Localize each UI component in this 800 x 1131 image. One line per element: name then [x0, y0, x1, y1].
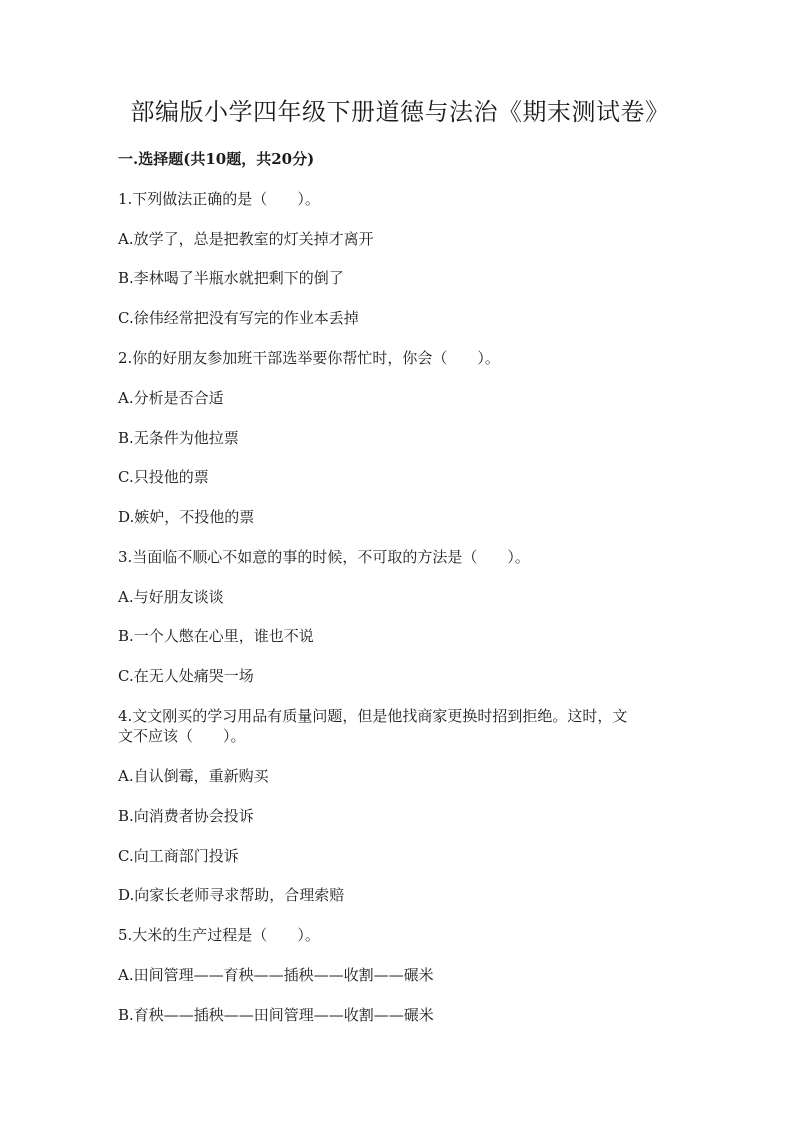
- page-title: 部编版小学四年级下册道德与法治《期末测试卷》: [130, 98, 670, 126]
- question-4-stem-line-1: 4.文文刚买的学习用品有质量问题，但是他找商家更换时招到拒绝。这时，文: [118, 707, 628, 725]
- question-4-option-c: C.向工商部门投诉: [118, 847, 239, 865]
- question-3-option-a: A.与好朋友谈谈: [118, 588, 224, 606]
- question-5-option-a: A.田间管理——育秧——插秧——收割——碾米: [118, 966, 434, 984]
- question-1-option-a: A.放学了，总是把教室的灯关掉才离开: [118, 230, 374, 248]
- question-1-option-c: C.徐伟经常把没有写完的作业本丢掉: [118, 309, 359, 327]
- question-4-stem-line-2: 文不应该（ ）。: [118, 727, 246, 745]
- question-2-option-d: D.嫉妒，不投他的票: [118, 508, 255, 526]
- question-5-option-b: B.育秧——插秧——田间管理——收割——碾米: [118, 1006, 434, 1024]
- section-heading: 一.选择题(共10题，共20分): [118, 150, 315, 168]
- question-1-stem: 1.下列做法正确的是（ ）。: [118, 190, 320, 208]
- question-4-option-a: A.自认倒霉，重新购买: [118, 767, 269, 785]
- question-4-option-b: B.向消费者协会投诉: [118, 807, 254, 825]
- question-1-option-b: B.李林喝了半瓶水就把剩下的倒了: [118, 269, 344, 287]
- question-3-stem: 3.当面临不顺心不如意的事的时候，不可取的方法是（ ）。: [118, 548, 530, 566]
- question-2-option-c: C.只投他的票: [118, 468, 209, 486]
- question-2-stem: 2.你的好朋友参加班干部选举要你帮忙时，你会（ ）。: [118, 349, 500, 367]
- question-2-option-a: A.分析是否合适: [118, 389, 224, 407]
- question-2-option-b: B.无条件为他拉票: [118, 429, 239, 447]
- question-5-stem: 5.大米的生产过程是（ ）。: [118, 926, 320, 944]
- question-4-option-d: D.向家长老师寻求帮助，合理索赔: [118, 886, 345, 904]
- question-3-option-b: B.一个人憋在心里，谁也不说: [118, 627, 314, 645]
- question-3-option-c: C.在无人处痛哭一场: [118, 667, 254, 685]
